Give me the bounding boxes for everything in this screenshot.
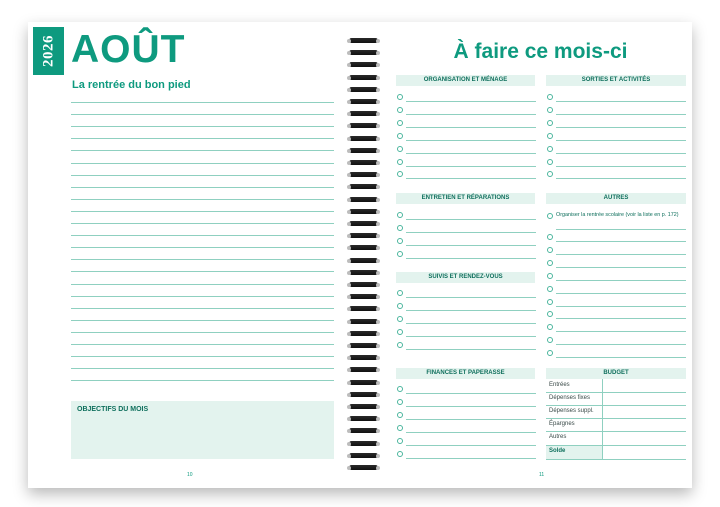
spiral-wire bbox=[349, 50, 378, 55]
spiral-hole bbox=[347, 137, 351, 141]
spiral-wire bbox=[349, 75, 378, 80]
spiral-ring bbox=[347, 111, 380, 117]
note-line[interactable] bbox=[71, 138, 334, 139]
note-line[interactable] bbox=[71, 163, 334, 164]
spiral-hole bbox=[376, 39, 380, 43]
note-line[interactable] bbox=[71, 296, 334, 297]
spiral-wire bbox=[349, 38, 378, 43]
todo-line[interactable] bbox=[406, 245, 536, 246]
budget-line bbox=[546, 392, 686, 393]
todo-checkbox[interactable] bbox=[397, 94, 403, 100]
todo-line[interactable] bbox=[556, 140, 686, 141]
section-finances: FINANCES ET PAPERASSE bbox=[396, 368, 535, 379]
todo-checkbox[interactable] bbox=[547, 273, 553, 279]
todo-checkbox[interactable] bbox=[397, 107, 403, 113]
todo-checkbox[interactable] bbox=[547, 234, 553, 240]
todo-checkbox[interactable] bbox=[397, 238, 403, 244]
todo-line[interactable] bbox=[406, 166, 536, 167]
spiral-ring bbox=[347, 355, 380, 361]
spiral-hole bbox=[376, 137, 380, 141]
page-number-right: 11 bbox=[539, 472, 545, 478]
todo-line[interactable] bbox=[406, 219, 536, 220]
todo-checkbox[interactable] bbox=[397, 342, 403, 348]
spiral-ring bbox=[347, 416, 380, 422]
spiral-wire bbox=[349, 355, 378, 360]
todo-line[interactable] bbox=[556, 306, 686, 307]
objectives-box[interactable] bbox=[71, 401, 334, 459]
spiral-hole bbox=[376, 381, 380, 385]
spiral-hole bbox=[376, 222, 380, 226]
budget-line bbox=[546, 405, 686, 406]
spiral-wire bbox=[349, 343, 378, 348]
spiral-hole bbox=[376, 417, 380, 421]
spiral-hole bbox=[376, 332, 380, 336]
note-line[interactable] bbox=[71, 271, 334, 272]
note-line[interactable] bbox=[71, 223, 334, 224]
spiral-wire bbox=[349, 392, 378, 397]
spiral-hole bbox=[376, 320, 380, 324]
spiral-hole bbox=[376, 234, 380, 238]
todo-checkbox[interactable] bbox=[397, 451, 403, 457]
spiral-hole bbox=[347, 149, 351, 153]
spiral-ring bbox=[347, 75, 380, 81]
spiral-hole bbox=[347, 381, 351, 385]
note-line[interactable] bbox=[71, 344, 334, 345]
todo-checkbox[interactable] bbox=[547, 146, 553, 152]
spiral-hole bbox=[347, 320, 351, 324]
spiral-ring bbox=[347, 184, 380, 190]
spiral-ring bbox=[347, 87, 380, 93]
budget-line bbox=[546, 459, 686, 460]
spiral-hole bbox=[376, 307, 380, 311]
todo-line[interactable] bbox=[406, 140, 536, 141]
spiral-wire bbox=[349, 87, 378, 92]
spiral-hole bbox=[347, 210, 351, 214]
spiral-ring bbox=[347, 245, 380, 251]
spiral-hole bbox=[376, 210, 380, 214]
spiral-hole bbox=[347, 393, 351, 397]
todo-checkbox[interactable] bbox=[397, 146, 403, 152]
todo-checkbox[interactable] bbox=[397, 303, 403, 309]
todo-checkbox[interactable] bbox=[397, 290, 403, 296]
todo-checkbox[interactable] bbox=[547, 94, 553, 100]
note-line[interactable] bbox=[71, 247, 334, 248]
spiral-hole bbox=[376, 51, 380, 55]
spiral-ring bbox=[347, 62, 380, 68]
spiral-hole bbox=[376, 246, 380, 250]
todo-line[interactable] bbox=[556, 318, 686, 319]
note-line[interactable] bbox=[71, 380, 334, 381]
spiral-hole bbox=[347, 222, 351, 226]
spiral-hole bbox=[376, 271, 380, 275]
todo-checkbox[interactable] bbox=[397, 251, 403, 257]
note-line[interactable] bbox=[71, 114, 334, 115]
todo-line[interactable] bbox=[406, 310, 536, 311]
spiral-ring bbox=[347, 319, 380, 325]
todo-line[interactable] bbox=[406, 323, 536, 324]
todo-checkbox[interactable] bbox=[547, 260, 553, 266]
note-line[interactable] bbox=[71, 332, 334, 333]
spiral-hole bbox=[376, 100, 380, 104]
section-budget: BUDGET bbox=[546, 368, 686, 379]
spiral-wire bbox=[349, 99, 378, 104]
todo-line[interactable] bbox=[406, 153, 536, 154]
todo-line[interactable] bbox=[406, 393, 536, 394]
spiral-ring bbox=[347, 148, 380, 154]
todo-checkbox[interactable] bbox=[397, 133, 403, 139]
spiral-hole bbox=[376, 405, 380, 409]
note-line[interactable] bbox=[71, 259, 334, 260]
budget-line bbox=[546, 445, 686, 446]
spiral-wire bbox=[349, 270, 378, 275]
todo-checkbox[interactable] bbox=[397, 316, 403, 322]
todo-checkbox[interactable] bbox=[397, 386, 403, 392]
spiral-wire bbox=[349, 282, 378, 287]
todo-checkbox[interactable] bbox=[547, 120, 553, 126]
spiral-wire bbox=[349, 233, 378, 238]
spiral-hole bbox=[376, 124, 380, 128]
budget-row-depenses-fixes: Dépenses fixes bbox=[549, 395, 591, 401]
todo-checkbox[interactable] bbox=[547, 133, 553, 139]
spiral-ring bbox=[347, 282, 380, 288]
spiral-wire bbox=[349, 62, 378, 67]
todo-line[interactable] bbox=[406, 349, 536, 350]
spiral-ring bbox=[347, 380, 380, 386]
spiral-hole bbox=[347, 100, 351, 104]
todo-line[interactable] bbox=[556, 344, 686, 345]
spiral-wire bbox=[349, 428, 378, 433]
spiral-wire bbox=[349, 136, 378, 141]
spiral-hole bbox=[347, 88, 351, 92]
spiral-hole bbox=[347, 344, 351, 348]
spiral-ring bbox=[347, 404, 380, 410]
spiral-wire bbox=[349, 258, 378, 263]
spiral-ring bbox=[347, 197, 380, 203]
todo-line[interactable] bbox=[556, 153, 686, 154]
todo-line[interactable] bbox=[556, 331, 686, 332]
spiral-hole bbox=[347, 198, 351, 202]
spiral-hole bbox=[376, 63, 380, 67]
note-line[interactable] bbox=[71, 284, 334, 285]
budget-line bbox=[546, 431, 686, 432]
section-sorties: SORTIES ET ACTIVITÉS bbox=[546, 75, 686, 86]
todo-line[interactable] bbox=[406, 445, 536, 446]
spiral-hole bbox=[376, 76, 380, 80]
spiral-hole bbox=[376, 368, 380, 372]
todo-checkbox[interactable] bbox=[397, 329, 403, 335]
todo-checkbox[interactable] bbox=[547, 213, 553, 219]
todo-checkbox[interactable] bbox=[397, 159, 403, 165]
todo-item-rentree: Organiser la rentrée scolaire (voir la liste en p. 172) bbox=[556, 212, 679, 218]
todo-line[interactable] bbox=[406, 258, 536, 259]
todo-line[interactable] bbox=[556, 114, 686, 115]
spiral-ring bbox=[347, 50, 380, 56]
spiral-ring bbox=[347, 209, 380, 215]
todo-line[interactable] bbox=[556, 127, 686, 128]
spiral-hole bbox=[347, 161, 351, 165]
spiral-ring bbox=[347, 270, 380, 276]
spiral-wire bbox=[349, 184, 378, 189]
spiral-ring bbox=[347, 367, 380, 373]
todo-checkbox[interactable] bbox=[397, 212, 403, 218]
spiral-ring bbox=[347, 428, 380, 434]
section-entretien: ENTRETIEN ET RÉPARATIONS bbox=[396, 193, 535, 204]
year-label: 2026 bbox=[40, 35, 56, 67]
budget-row-depenses-suppl: Dépenses suppl. bbox=[549, 408, 594, 414]
objectives-label: OBJECTIFS DU MOIS bbox=[77, 406, 149, 413]
note-line[interactable] bbox=[71, 211, 334, 212]
todo-line[interactable] bbox=[406, 406, 536, 407]
spiral-hole bbox=[376, 295, 380, 299]
spiral-hole bbox=[347, 76, 351, 80]
spiral-ring bbox=[347, 453, 380, 459]
spiral-hole bbox=[376, 259, 380, 263]
spiral-ring bbox=[347, 465, 380, 471]
note-line[interactable] bbox=[71, 126, 334, 127]
todo-checkbox[interactable] bbox=[397, 425, 403, 431]
spiral-hole bbox=[376, 454, 380, 458]
spiral-wire bbox=[349, 306, 378, 311]
spiral-hole bbox=[347, 405, 351, 409]
todo-line[interactable] bbox=[406, 419, 536, 420]
note-line[interactable] bbox=[71, 199, 334, 200]
spiral-ring bbox=[347, 258, 380, 264]
spiral-hole bbox=[347, 332, 351, 336]
section-organisation: ORGANISATION ET MÉNAGE bbox=[396, 75, 535, 86]
spiral-hole bbox=[376, 112, 380, 116]
spiral-hole bbox=[347, 271, 351, 275]
budget-row-entrees: Entrées bbox=[549, 382, 570, 388]
spiral-ring bbox=[347, 38, 380, 44]
todo-checkbox[interactable] bbox=[547, 107, 553, 113]
note-line[interactable] bbox=[71, 368, 334, 369]
todo-line[interactable] bbox=[556, 178, 686, 179]
spiral-hole bbox=[376, 344, 380, 348]
note-line[interactable] bbox=[71, 187, 334, 188]
spiral-wire bbox=[349, 294, 378, 299]
todo-checkbox[interactable] bbox=[547, 247, 553, 253]
todo-checkbox[interactable] bbox=[397, 120, 403, 126]
spiral-ring bbox=[347, 221, 380, 227]
spiral-hole bbox=[376, 185, 380, 189]
month-title: AOÛT bbox=[71, 28, 186, 71]
todo-line[interactable] bbox=[406, 178, 536, 179]
todo-line[interactable] bbox=[406, 297, 536, 298]
spiral-wire bbox=[349, 380, 378, 385]
spiral-wire bbox=[349, 441, 378, 446]
note-line[interactable] bbox=[71, 320, 334, 321]
spiral-hole bbox=[347, 259, 351, 263]
spiral-wire bbox=[349, 148, 378, 153]
spiral-wire bbox=[349, 367, 378, 372]
spiral-ring bbox=[347, 160, 380, 166]
spiral-ring bbox=[347, 306, 380, 312]
spiral-ring bbox=[347, 331, 380, 337]
spiral-wire bbox=[349, 111, 378, 116]
note-line[interactable] bbox=[71, 235, 334, 236]
spiral-ring bbox=[347, 99, 380, 105]
todo-checkbox[interactable] bbox=[397, 399, 403, 405]
spiral-ring bbox=[347, 343, 380, 349]
page-number-left: 10 bbox=[187, 472, 193, 478]
spiral-wire bbox=[349, 453, 378, 458]
spiral-wire bbox=[349, 209, 378, 214]
todo-line[interactable] bbox=[556, 166, 686, 167]
spiral-ring bbox=[347, 441, 380, 447]
todo-line[interactable] bbox=[406, 336, 536, 337]
section-autres: AUTRES bbox=[546, 193, 686, 204]
budget-divider bbox=[602, 379, 603, 459]
budget-row-epargnes: Épargnes bbox=[549, 421, 575, 427]
spiral-hole bbox=[376, 161, 380, 165]
spiral-wire bbox=[349, 160, 378, 165]
spiral-ring bbox=[347, 294, 380, 300]
todo-checkbox[interactable] bbox=[547, 299, 553, 305]
spiral-ring bbox=[347, 233, 380, 239]
todo-checkbox[interactable] bbox=[397, 225, 403, 231]
todo-line[interactable] bbox=[556, 357, 686, 358]
spiral-hole bbox=[376, 356, 380, 360]
todo-line[interactable] bbox=[556, 280, 686, 281]
spiral-hole bbox=[376, 149, 380, 153]
section-suivis: SUIVIS ET RENDEZ-VOUS bbox=[396, 272, 535, 283]
spiral-ring bbox=[347, 392, 380, 398]
month-subtitle: La rentrée du bon pied bbox=[72, 79, 191, 91]
todo-checkbox[interactable] bbox=[547, 159, 553, 165]
spiral-ring bbox=[347, 123, 380, 129]
todo-line[interactable] bbox=[556, 267, 686, 268]
todo-line[interactable] bbox=[406, 101, 536, 102]
spiral-hole bbox=[376, 429, 380, 433]
todo-line[interactable] bbox=[556, 293, 686, 294]
todo-checkbox[interactable] bbox=[397, 412, 403, 418]
spiral-hole bbox=[347, 454, 351, 458]
spiral-wire bbox=[349, 319, 378, 324]
spiral-hole bbox=[376, 173, 380, 177]
spiral-hole bbox=[347, 39, 351, 43]
spiral-hole bbox=[347, 283, 351, 287]
note-line[interactable] bbox=[71, 175, 334, 176]
year-tab bbox=[33, 27, 64, 75]
spiral-wire bbox=[349, 416, 378, 421]
spiral-hole bbox=[347, 466, 351, 470]
todo-line[interactable] bbox=[406, 127, 536, 128]
todo-line[interactable] bbox=[406, 114, 536, 115]
todo-line[interactable] bbox=[556, 101, 686, 102]
spiral-hole bbox=[376, 466, 380, 470]
spiral-ring bbox=[347, 172, 380, 178]
todo-line[interactable] bbox=[556, 254, 686, 255]
budget-row-solde: Solde bbox=[549, 448, 566, 454]
note-line[interactable] bbox=[71, 356, 334, 357]
note-line[interactable] bbox=[71, 308, 334, 309]
spiral-wire bbox=[349, 245, 378, 250]
spiral-hole bbox=[347, 442, 351, 446]
spiral-ring bbox=[347, 136, 380, 142]
spiral-wire bbox=[349, 123, 378, 128]
todo-line[interactable] bbox=[556, 241, 686, 242]
note-line[interactable] bbox=[71, 102, 334, 103]
budget-line bbox=[546, 418, 686, 419]
todo-line[interactable] bbox=[406, 232, 536, 233]
budget-row-autres: Autres bbox=[549, 434, 567, 440]
todo-title: À faire ce mois-ci bbox=[453, 40, 628, 63]
spiral-wire bbox=[349, 172, 378, 177]
todo-line bbox=[556, 229, 686, 230]
spiral-wire bbox=[349, 221, 378, 226]
todo-line[interactable] bbox=[406, 458, 536, 459]
todo-line[interactable] bbox=[406, 432, 536, 433]
spiral-wire bbox=[349, 331, 378, 336]
todo-checkbox[interactable] bbox=[547, 286, 553, 292]
spiral-wire bbox=[349, 197, 378, 202]
spiral-wire bbox=[349, 465, 378, 470]
note-line[interactable] bbox=[71, 150, 334, 151]
spiral-hole bbox=[376, 88, 380, 92]
spiral-hole bbox=[376, 283, 380, 287]
spiral-hole bbox=[376, 198, 380, 202]
spiral-hole bbox=[376, 393, 380, 397]
spiral-hole bbox=[376, 442, 380, 446]
spiral-wire bbox=[349, 404, 378, 409]
todo-checkbox[interactable] bbox=[397, 438, 403, 444]
